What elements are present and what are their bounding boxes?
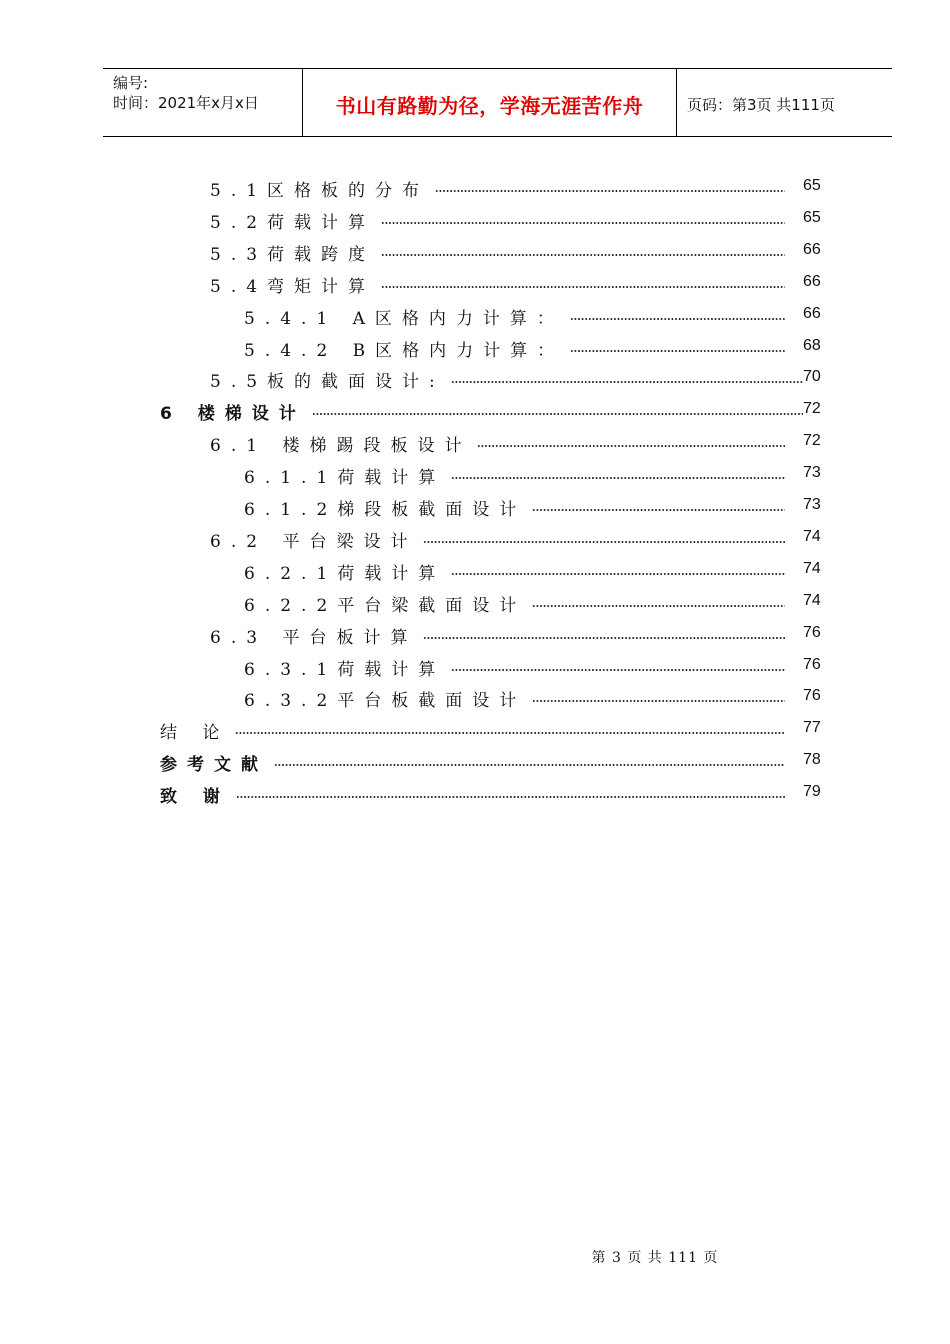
header-page-cell (677, 69, 892, 136)
toc-dot-leader (451, 376, 803, 384)
toc-entry-page: 66 (803, 272, 821, 290)
toc-entry-page: 78 (803, 751, 821, 769)
toc-entry-title: 6.3.1荷载计算 (244, 655, 445, 680)
toc-entry[interactable] (0, 714, 950, 742)
toc-dot-leader (570, 313, 785, 321)
toc-dot-leader (532, 504, 785, 512)
toc-dot-leader (423, 536, 785, 544)
toc-entry-page: 65 (803, 177, 821, 194)
toc-entry-title: 致 谢 (160, 782, 230, 807)
toc-entry[interactable] (0, 363, 950, 391)
toc-entry-page: 66 (803, 304, 821, 322)
toc-dot-leader (451, 664, 785, 672)
toc-entry[interactable] (0, 555, 950, 583)
toc-entry[interactable] (0, 236, 950, 264)
toc-entry-title: 5.3荷载跨度 (210, 240, 375, 265)
toc-dot-leader (532, 695, 785, 703)
toc-entry-page: 65 (803, 208, 821, 226)
toc-entry-title: 5.4.1 A区格内力计算： (244, 304, 564, 329)
toc-dot-leader (235, 727, 785, 735)
toc-entry-title: 结 论 (160, 718, 229, 743)
toc-entry[interactable] (0, 682, 950, 710)
page-header (103, 68, 892, 137)
toc-entry-title: 6.1.2梯段板截面设计 (244, 495, 526, 520)
toc-dot-leader (532, 600, 785, 608)
toc-entry-page: 72 (803, 400, 821, 418)
toc-entry-page: 76 (803, 623, 821, 641)
toc-entry-page: 73 (803, 496, 821, 513)
toc-entry[interactable] (0, 619, 950, 647)
toc-entry-title: 6.1.1荷载计算 (244, 463, 445, 488)
toc-entry[interactable] (0, 300, 950, 328)
header-motto-cell (303, 69, 677, 136)
toc-entry-title: 6.2.2平台梁截面设计 (244, 591, 526, 616)
toc-entry[interactable] (0, 459, 950, 487)
toc-entry[interactable] (0, 587, 950, 615)
toc-entry-page: 76 (803, 655, 821, 673)
toc-entry-title: 5.2荷载计算 (210, 208, 375, 233)
toc-dot-leader (381, 281, 785, 289)
header-page-code: 页码：第3页 共111页 (687, 96, 835, 114)
toc-entry-page: 66 (803, 240, 821, 258)
toc-dot-leader (381, 217, 785, 225)
toc-entry-title: 6.1 楼梯踢段板设计 (210, 431, 471, 456)
toc-dot-leader (451, 472, 785, 480)
toc-entry[interactable] (0, 395, 950, 423)
page-footer (0, 1247, 950, 1267)
toc-entry-title: 6 楼梯设计 (160, 399, 306, 424)
toc-entry[interactable] (0, 778, 950, 806)
toc-entry-page: 77 (803, 719, 821, 737)
toc-entry-title: 6.2 平台梁设计 (210, 527, 417, 552)
toc-entry-page: 79 (803, 783, 821, 801)
toc-entry-title: 6.3 平台板计算 (210, 623, 417, 648)
toc-dot-leader (381, 249, 785, 257)
toc-entry-page: 72 (803, 432, 821, 450)
toc-entry-title: 5.1区格板的分布 (210, 176, 429, 201)
toc-entry-title: 5.4.2 B区格内力计算： (244, 336, 564, 361)
document-time-label: 时间：2021年x月x日 (113, 94, 259, 112)
toc-dot-leader (236, 791, 785, 799)
toc-entry-title: 5.4弯矩计算 (210, 272, 375, 297)
toc-entry[interactable] (0, 332, 950, 360)
toc-dot-leader (435, 185, 785, 193)
toc-dot-leader (477, 440, 785, 448)
toc-entry-page: 76 (803, 687, 821, 705)
toc-entry-page: 74 (803, 591, 821, 609)
toc-entry[interactable] (0, 523, 950, 551)
toc-entry[interactable] (0, 204, 950, 232)
toc-dot-leader (423, 632, 785, 640)
toc-entry[interactable] (0, 651, 950, 679)
toc-entry-title: 6.2.1荷载计算 (244, 559, 445, 584)
toc-entry-page: 68 (803, 336, 821, 354)
toc-dot-leader (312, 408, 803, 416)
toc-entry-page: 70 (803, 368, 821, 386)
toc-entry[interactable] (0, 746, 950, 774)
toc-entry-page: 73 (803, 464, 821, 482)
toc-entry-title: 5.5板的截面设计: (210, 367, 445, 392)
toc-entry[interactable] (0, 268, 950, 296)
toc-dot-leader (274, 759, 785, 767)
toc-entry-title: 6.3.2平台板截面设计 (244, 686, 526, 711)
toc-entry[interactable] (0, 172, 950, 200)
toc-entry[interactable] (0, 427, 950, 455)
header-meta-cell (103, 69, 303, 136)
toc-dot-leader (451, 568, 785, 576)
toc-dot-leader (570, 345, 785, 353)
header-motto: 书山有路勤为径，学海无涯苦作舟 (335, 94, 644, 118)
toc-entry[interactable] (0, 491, 950, 519)
toc-entry-page: 74 (803, 559, 821, 577)
toc-entry-title: 参考文献 (160, 750, 268, 775)
footer-page-number: 第 3 页 共 111 页 (591, 1250, 719, 1266)
document-number-label: 编号: (113, 74, 149, 92)
toc-entry-page: 74 (803, 527, 821, 545)
